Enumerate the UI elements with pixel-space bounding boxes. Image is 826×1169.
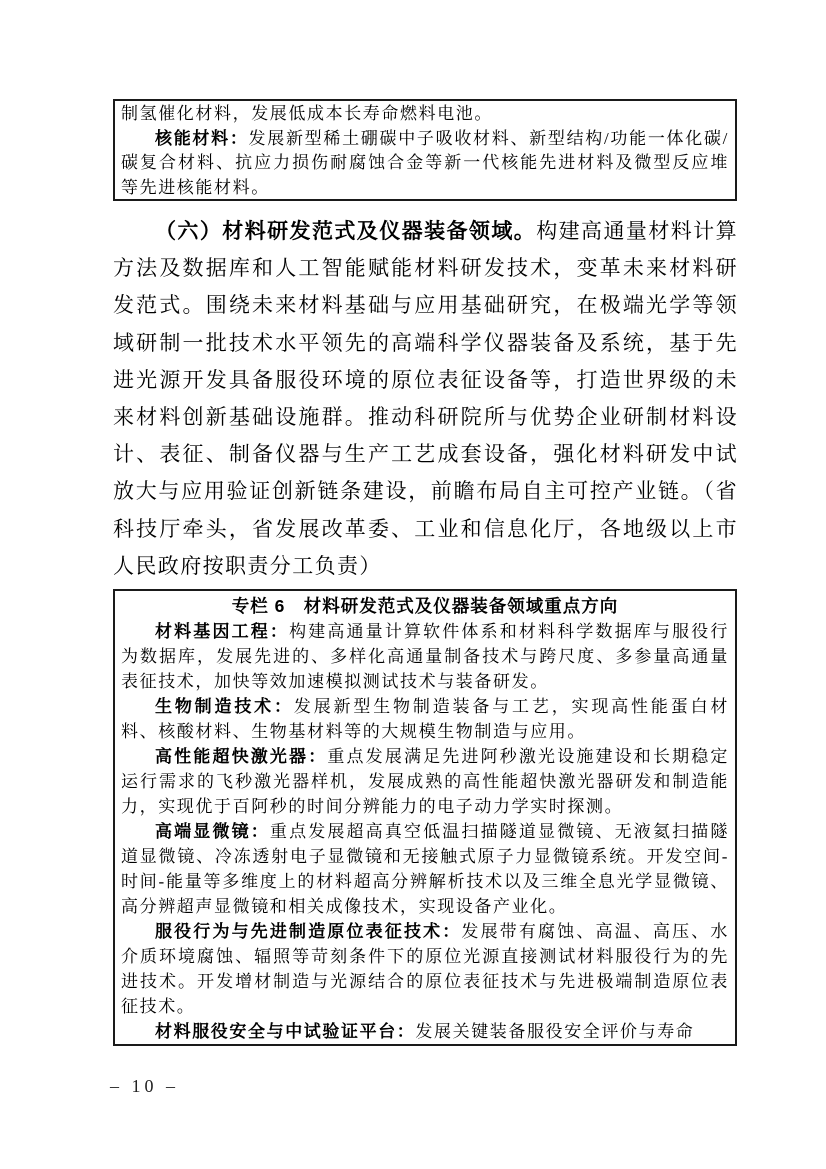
item-term: 材料服役安全与中试验证平台：	[155, 1022, 416, 1041]
continuation-box	[113, 99, 737, 201]
item-term: 核能材料：	[155, 128, 249, 148]
box-item	[121, 1019, 729, 1044]
page-number: – 10 –	[110, 1076, 179, 1096]
section-heading: （六）材料研发范式及仪器装备领域。	[155, 220, 537, 243]
item-term: 生物制造技术：	[155, 697, 294, 716]
box-item	[121, 127, 729, 201]
item-desc: 构建高通量计算软件体系和材料科学数据库与服役行为数据库，发展先进的、多样化高通量制备技术与跨尺度、多参量高通量表征技术，加快等效加速模拟测试技术与装备研发。	[121, 622, 729, 691]
box-item	[121, 619, 729, 694]
item-term: 高端显微镜：	[155, 822, 270, 841]
item-desc: 发展新型生物制造装备与工艺，实现高性能蛋白材料、核酸材料、生物基材料等的大规模生物制造与应用。	[121, 697, 730, 741]
item-desc: 发展新型稀土硼碳中子吸收材料、新型结构/功能一体化碳/碳复合材料、抗应力损伤耐腐蚀合金等新一代核能先进材料及微型反应堆等先进核能材料。	[121, 128, 729, 197]
item-desc: 重点发展满足先进阿秒激光设施建设和长期稳定运行需求的飞秒激光器样机，发展成熟的高性能超快激光器研发和制造能力，实现优于百阿秒的时间分辨能力的电子动力学实时探测。	[121, 747, 729, 816]
item-term: 高性能超快激光器：	[155, 747, 328, 766]
box-item	[121, 744, 729, 819]
item-term: 材料基因工程：	[155, 622, 290, 641]
column6-title: 专栏 6 材料研发范式及仪器装备领域重点方向	[231, 596, 619, 616]
item-desc: 发展关键装备服役安全评价与寿命	[415, 1022, 695, 1041]
continuation-text: 制氢催化材料，发展低成本长寿命燃料电池。	[121, 104, 493, 123]
box-item	[121, 819, 729, 919]
item-desc: 重点发展超高真空低温扫描隧道显微镜、无液氦扫描隧道显微镜、冷冻透射电子显微镜和无接触式原子力显微镜系统。开发空间-时间-能量等多维度上的材料超高分辨解析技术以及三维全息光学显微镜、高分辨超声显微镜和相关成像技术，实现设备产业化。	[121, 822, 729, 916]
box-item	[121, 919, 729, 1019]
box-item	[121, 694, 729, 744]
item-term: 服役行为与先进制造原位表征技术：	[155, 922, 462, 941]
section-body: 构建高通量材料计算方法及数据库和人工智能赋能材料研发技术，变革未来材料研发范式。围绕未来材料基础与应用基础研究，在极端光学等领域研制一批技术水平领先的高端科学仪器装备及系统，基于先进光源开发具备服役环境的原位表征设备等，打造世界级的未来材料创新基础设施群。推动科研院所与优势企业研制材料设计、表征、制备仪器与生产工艺成套设备，强化材料研发中试放大与应用验证创新链条建设，前瞻布局自主可控产业链。（省科技厅牵头，省发展改革委、工业和信息化厅，各地级以上市人民政府按职责分工负责）	[113, 219, 738, 578]
item-desc: 发展带有腐蚀、高温、高压、水介质环境腐蚀、辐照等苛刻条件下的原位光源直接测试材料服役行为的先进技术。开发增材制造与光源结合的原位表征技术与先进极端制造原位表征技术。	[121, 922, 729, 1016]
main-paragraph	[113, 213, 738, 585]
column6-box	[113, 589, 737, 1046]
